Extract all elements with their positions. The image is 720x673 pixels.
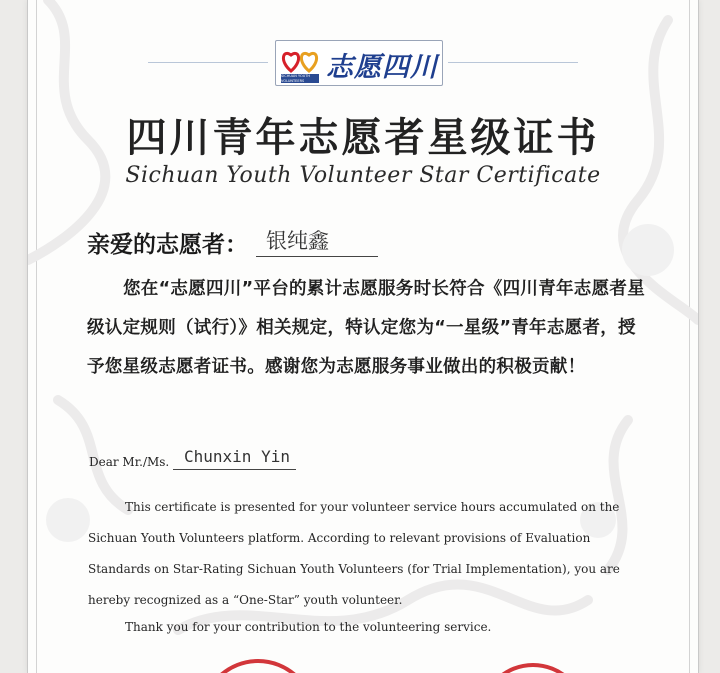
hearts-icon (281, 46, 321, 74)
decorative-line-right (448, 62, 578, 63)
certificate-body-chinese: 您在“志愿四川”平台的累计志愿服务时长符合《四川青年志愿者星级认定规则（试行）》相关规定，特认定您为“一星级”青年志愿者，授予您星级志愿者证书。感谢您为志愿服务事业做出的积极贡献！ (87, 279, 646, 377)
logo-subtext: SICHUAN YOUTH VOLUNTEERS (281, 74, 319, 83)
sichuan-volunteer-logo (275, 40, 443, 86)
recipient-name-chinese: 银纯鑫 (256, 226, 378, 257)
thanks-line-english: Thank you for your contribution to the volunteering service. (125, 620, 492, 634)
certificate (27, 0, 699, 673)
salutation-english: Dear Mr./Ms. (89, 455, 170, 469)
official-seal-right (478, 655, 588, 673)
decorative-line-left (148, 62, 268, 63)
official-seal-left (198, 655, 318, 673)
salutation-chinese: 亲爱的志愿者： (87, 232, 248, 258)
recipient-name-english: Chunxin Yin (173, 445, 296, 470)
logo-text: 志愿四川 (326, 52, 438, 83)
certificate-title-english: Sichuan Youth Volunteer Star Certificate (125, 163, 601, 188)
certificate-body-english: This certificate is presented for your volunteer service hours accumulated on the Sichuan Youth Volunteers platform. According to relevant provisions of Evaluation Standards on Star-Rating Sichuan Youth Volunteers (for Trial Implementation), you are hereby recognized as a “One-Star” youth volunteer. (88, 500, 620, 607)
certificate-title-chinese: 四川青年志愿者星级证书 (126, 114, 600, 161)
